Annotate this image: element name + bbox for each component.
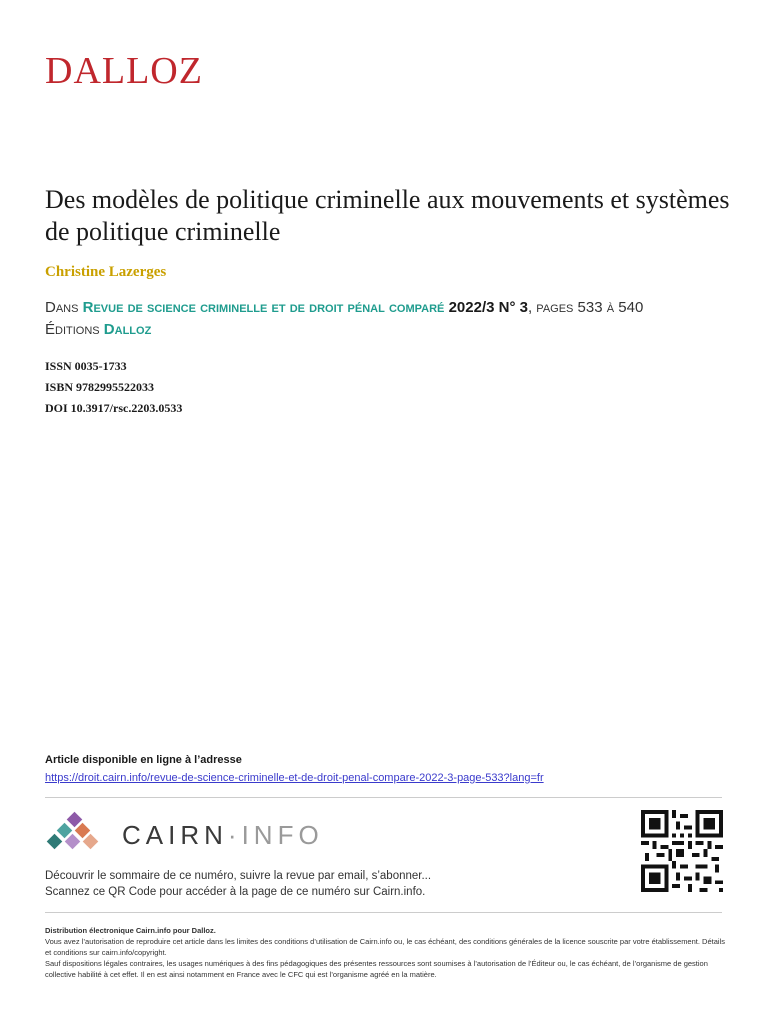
cairn-description-line1: Découvrir le sommaire de ce numéro, suivre la revue par email, s’abonner... [45, 870, 432, 882]
cairn-logo-text [122, 820, 324, 851]
divider-top [45, 797, 722, 798]
issn: ISSN 0035-1733 [45, 359, 127, 373]
publisher-link[interactable]: Dalloz [103, 321, 152, 338]
journal-link[interactable]: Revue de science criminelle et de droit pénal comparé [82, 299, 445, 316]
dans-label: Dans [45, 299, 79, 316]
qr-code-icon[interactable] [640, 810, 724, 892]
author-name[interactable]: Christine Lazerges [45, 264, 167, 280]
divider-bottom [45, 912, 722, 913]
article-url-link[interactable]: https://droit.cairn.info/revue-de-science-criminelle-et-de-droit-penal-compare-2022-3-page-533?lang=fr [45, 772, 544, 784]
doi: DOI 10.3917/rsc.2203.0533 [45, 401, 183, 415]
identifiers [45, 356, 182, 419]
cairn-diamonds-icon [45, 810, 113, 854]
cairn-word: CAIRN [122, 820, 228, 850]
article-title: Des modèles de politique criminelle aux mouvements et systèmes de politique criminelle [45, 185, 730, 246]
legal-line1: Vous avez l’autorisation de reproduire cet article dans les limites des conditions d’utilisation de Cairn.info ou, le cas échéant, des conditions générales de la licence souscrite par votre établissement. Détails et conditions sur cairn.info/copyright. [45, 937, 725, 957]
issue-number: 2022/3 N° 3 [448, 299, 528, 316]
info-word: INFO [241, 820, 324, 850]
legal-distribution: Distribution électronique Cairn.info pour Dalloz. [45, 926, 216, 935]
availability-label: Article disponible en ligne à l’adresse [45, 754, 242, 766]
editions-label: Éditions [45, 321, 100, 338]
cairn-description [45, 868, 605, 900]
availability-section [45, 751, 725, 787]
legal-notice [45, 925, 725, 980]
publication-info [45, 297, 745, 341]
isbn: ISBN 9782995522033 [45, 380, 155, 394]
cairn-dot: · [227, 820, 242, 850]
legal-line2: Sauf dispositions légales contraires, les usages numériques à des fins pédagogiques des présentes ressources sont soumises à l’autorisation de l’Éditeur ou, le cas échéant, de l’organisme de gestion collective habilité à cet effet. Il en est ainsi notamment en France avec le CFC qui est l’organisme agréé en la matière. [45, 959, 708, 979]
page-range: , pages 533 à 540 [527, 299, 644, 316]
dalloz-logo: DALLOZ [45, 50, 203, 92]
cairn-description-line2: Scannez ce QR Code pour accéder à la page de ce numéro sur Cairn.info. [45, 886, 426, 898]
